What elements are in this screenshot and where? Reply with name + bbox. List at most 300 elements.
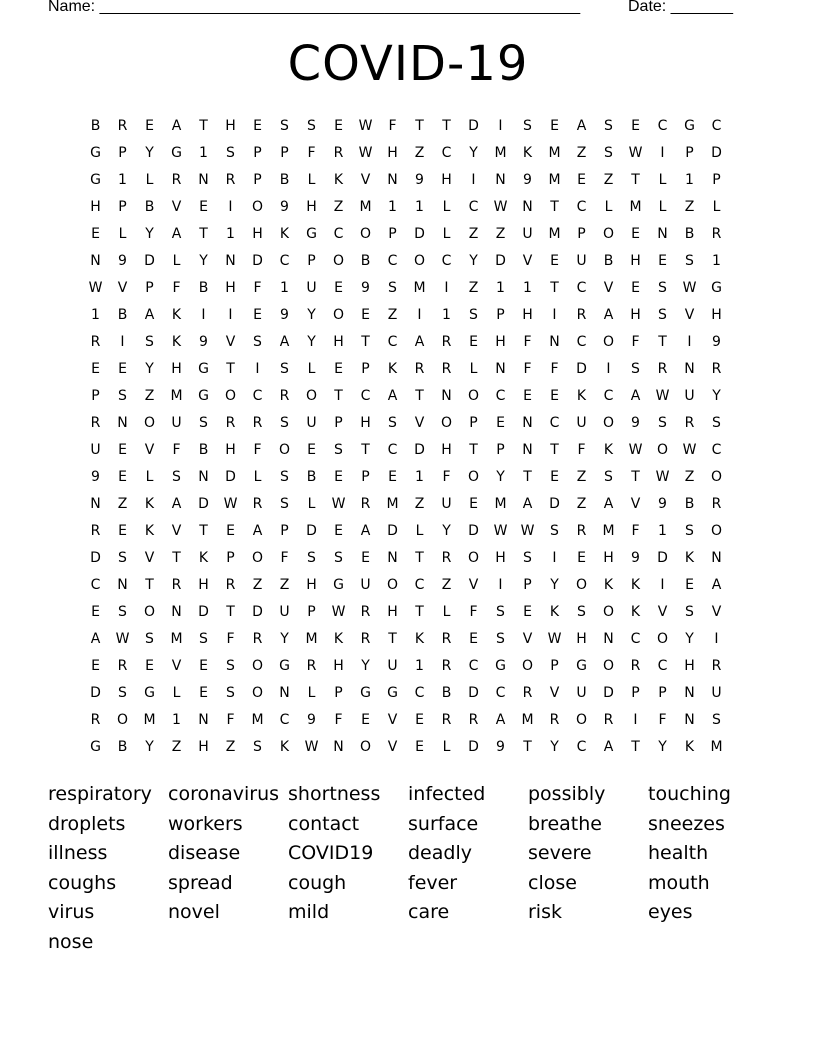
grid-cell[interactable]: W bbox=[628, 441, 643, 458]
grid-cell[interactable]: E bbox=[550, 117, 559, 134]
grid-cell[interactable]: U bbox=[684, 387, 695, 404]
grid-cell[interactable]: C bbox=[711, 117, 722, 134]
grid-cell[interactable]: U bbox=[171, 414, 182, 431]
grid-cell[interactable]: W bbox=[655, 468, 670, 485]
grid-cell[interactable]: 1 bbox=[118, 171, 127, 188]
grid-cell[interactable]: Y bbox=[199, 252, 208, 269]
grid-cell[interactable]: P bbox=[631, 684, 640, 701]
grid-cell[interactable]: M bbox=[548, 225, 561, 242]
grid-cell[interactable]: O bbox=[143, 414, 156, 431]
grid-cell[interactable]: E bbox=[469, 630, 478, 647]
grid-cell[interactable]: Y bbox=[280, 630, 289, 647]
grid-cell[interactable]: W bbox=[628, 144, 643, 161]
grid-cell[interactable]: A bbox=[387, 387, 398, 404]
grid-cell[interactable]: Y bbox=[145, 738, 154, 755]
grid-cell[interactable]: N bbox=[684, 360, 695, 377]
grid-cell[interactable]: R bbox=[117, 117, 128, 134]
grid-cell[interactable]: R bbox=[630, 657, 641, 674]
grid-cell[interactable]: P bbox=[658, 684, 667, 701]
grid-cell[interactable]: W bbox=[331, 603, 346, 620]
grid-cell[interactable]: C bbox=[657, 657, 668, 674]
grid-cell[interactable]: O bbox=[332, 306, 345, 323]
grid-cell[interactable]: S bbox=[145, 333, 154, 350]
grid-cell[interactable]: E bbox=[361, 711, 370, 728]
grid-cell[interactable]: C bbox=[360, 387, 371, 404]
grid-cell[interactable]: R bbox=[171, 576, 182, 593]
grid-cell[interactable]: T bbox=[361, 333, 370, 350]
grid-cell[interactable]: I bbox=[201, 306, 206, 323]
grid-cell[interactable]: K bbox=[630, 576, 641, 593]
grid-cell[interactable]: M bbox=[710, 738, 723, 755]
grid-cell[interactable]: L bbox=[307, 684, 316, 701]
grid-cell[interactable]: E bbox=[388, 468, 397, 485]
grid-cell[interactable]: N bbox=[387, 171, 398, 188]
grid-cell[interactable]: R bbox=[657, 360, 668, 377]
grid-cell[interactable]: T bbox=[226, 603, 235, 620]
grid-cell[interactable]: C bbox=[387, 252, 398, 269]
grid-cell[interactable]: V bbox=[522, 252, 533, 269]
grid-cell[interactable]: M bbox=[521, 711, 534, 728]
grid-cell[interactable]: O bbox=[467, 468, 480, 485]
grid-cell[interactable]: O bbox=[710, 468, 723, 485]
grid-cell[interactable]: V bbox=[171, 198, 182, 215]
date-field[interactable]: Date: _______ bbox=[628, 0, 733, 15]
grid-cell[interactable]: W bbox=[358, 117, 373, 134]
grid-cell[interactable]: M bbox=[629, 198, 642, 215]
grid-cell[interactable]: S bbox=[226, 144, 235, 161]
grid-cell[interactable]: H bbox=[387, 603, 398, 620]
grid-cell[interactable]: F bbox=[280, 549, 289, 566]
grid-cell[interactable]: U bbox=[441, 495, 452, 512]
grid-cell[interactable]: T bbox=[469, 441, 478, 458]
grid-cell[interactable]: I bbox=[417, 306, 422, 323]
grid-cell[interactable]: C bbox=[495, 684, 506, 701]
grid-cell[interactable]: G bbox=[279, 657, 290, 674]
grid-cell[interactable]: H bbox=[603, 549, 614, 566]
grid-cell[interactable]: P bbox=[307, 252, 316, 269]
grid-cell[interactable]: Z bbox=[576, 144, 587, 161]
grid-cell[interactable]: Z bbox=[279, 576, 290, 593]
grid-cell[interactable]: R bbox=[441, 711, 452, 728]
grid-cell[interactable]: E bbox=[253, 306, 262, 323]
grid-cell[interactable]: K bbox=[279, 738, 290, 755]
grid-cell[interactable]: O bbox=[359, 738, 372, 755]
grid-cell[interactable]: B bbox=[198, 279, 209, 296]
grid-cell[interactable]: D bbox=[198, 495, 209, 512]
grid-cell[interactable]: D bbox=[90, 684, 101, 701]
grid-cell[interactable]: B bbox=[360, 252, 371, 269]
grid-cell[interactable]: S bbox=[712, 414, 721, 431]
grid-cell[interactable]: B bbox=[117, 738, 128, 755]
grid-cell[interactable]: E bbox=[631, 117, 640, 134]
grid-cell[interactable]: K bbox=[684, 738, 695, 755]
grid-cell[interactable]: R bbox=[252, 414, 263, 431]
grid-cell[interactable]: C bbox=[468, 657, 479, 674]
grid-cell[interactable]: S bbox=[280, 495, 289, 512]
grid-cell[interactable]: S bbox=[253, 738, 262, 755]
grid-cell[interactable]: R bbox=[711, 225, 722, 242]
grid-cell[interactable]: L bbox=[658, 171, 667, 188]
grid-cell[interactable]: A bbox=[90, 630, 101, 647]
grid-cell[interactable]: L bbox=[442, 738, 451, 755]
grid-cell[interactable]: L bbox=[172, 684, 181, 701]
grid-cell[interactable]: F bbox=[226, 630, 235, 647]
grid-cell[interactable]: N bbox=[279, 684, 290, 701]
grid-cell[interactable]: B bbox=[144, 198, 155, 215]
grid-cell[interactable]: 1 bbox=[442, 306, 451, 323]
grid-cell[interactable]: E bbox=[550, 252, 559, 269]
grid-cell[interactable]: L bbox=[604, 198, 613, 215]
grid-cell[interactable]: O bbox=[656, 630, 669, 647]
grid-cell[interactable]: S bbox=[118, 684, 127, 701]
grid-cell[interactable]: C bbox=[576, 333, 587, 350]
grid-cell[interactable]: S bbox=[172, 468, 181, 485]
grid-cell[interactable]: W bbox=[493, 198, 508, 215]
grid-cell[interactable]: I bbox=[228, 306, 233, 323]
grid-cell[interactable]: V bbox=[468, 576, 479, 593]
grid-cell[interactable]: O bbox=[413, 252, 426, 269]
grid-cell[interactable]: D bbox=[549, 495, 560, 512]
grid-cell[interactable]: G bbox=[144, 684, 155, 701]
grid-cell[interactable]: H bbox=[198, 576, 209, 593]
grid-cell[interactable]: O bbox=[602, 414, 615, 431]
grid-cell[interactable]: 9 bbox=[307, 711, 316, 728]
grid-cell[interactable]: 1 bbox=[496, 279, 505, 296]
grid-cell[interactable]: P bbox=[280, 144, 289, 161]
grid-cell[interactable]: E bbox=[199, 684, 208, 701]
grid-cell[interactable]: R bbox=[360, 630, 371, 647]
grid-cell[interactable]: L bbox=[442, 603, 451, 620]
grid-cell[interactable]: L bbox=[469, 360, 478, 377]
grid-cell[interactable]: O bbox=[359, 225, 372, 242]
grid-cell[interactable]: W bbox=[682, 279, 697, 296]
grid-cell[interactable]: A bbox=[603, 495, 614, 512]
grid-cell[interactable]: G bbox=[171, 144, 182, 161]
grid-cell[interactable]: G bbox=[333, 576, 344, 593]
grid-cell[interactable]: B bbox=[117, 306, 128, 323]
grid-cell[interactable]: H bbox=[495, 333, 506, 350]
grid-cell[interactable]: Z bbox=[441, 576, 452, 593]
grid-cell[interactable]: E bbox=[361, 306, 370, 323]
grid-cell[interactable]: T bbox=[631, 171, 640, 188]
grid-cell[interactable]: D bbox=[198, 603, 209, 620]
grid-cell[interactable]: S bbox=[307, 117, 316, 134]
grid-cell[interactable]: U bbox=[387, 657, 398, 674]
grid-cell[interactable]: H bbox=[306, 576, 317, 593]
grid-cell[interactable]: S bbox=[523, 549, 532, 566]
grid-cell[interactable]: H bbox=[360, 414, 371, 431]
grid-cell[interactable]: H bbox=[333, 333, 344, 350]
grid-cell[interactable]: H bbox=[225, 117, 236, 134]
grid-cell[interactable]: D bbox=[252, 603, 263, 620]
grid-cell[interactable]: O bbox=[251, 657, 264, 674]
grid-cell[interactable]: M bbox=[143, 711, 156, 728]
grid-cell[interactable]: S bbox=[685, 522, 694, 539]
grid-cell[interactable]: T bbox=[415, 549, 424, 566]
grid-cell[interactable]: Z bbox=[171, 738, 182, 755]
grid-cell[interactable]: Y bbox=[550, 738, 559, 755]
grid-cell[interactable]: S bbox=[253, 333, 262, 350]
grid-cell[interactable]: E bbox=[523, 603, 532, 620]
grid-cell[interactable]: Y bbox=[496, 468, 505, 485]
grid-cell[interactable]: U bbox=[576, 414, 587, 431]
grid-cell[interactable]: C bbox=[657, 117, 668, 134]
grid-cell[interactable]: 1 bbox=[712, 252, 721, 269]
grid-cell[interactable]: N bbox=[522, 414, 533, 431]
grid-cell[interactable]: G bbox=[306, 225, 317, 242]
grid-cell[interactable]: P bbox=[145, 279, 154, 296]
grid-cell[interactable]: Z bbox=[576, 468, 587, 485]
grid-cell[interactable]: N bbox=[495, 171, 506, 188]
grid-cell[interactable]: O bbox=[251, 198, 264, 215]
grid-cell[interactable]: E bbox=[91, 603, 100, 620]
grid-cell[interactable]: 1 bbox=[415, 198, 424, 215]
grid-cell[interactable]: A bbox=[603, 738, 614, 755]
grid-cell[interactable]: G bbox=[198, 360, 209, 377]
grid-cell[interactable]: R bbox=[711, 657, 722, 674]
grid-cell[interactable]: E bbox=[658, 252, 667, 269]
grid-cell[interactable]: D bbox=[90, 549, 101, 566]
grid-cell[interactable]: C bbox=[387, 333, 398, 350]
grid-cell[interactable]: N bbox=[657, 225, 668, 242]
grid-cell[interactable]: R bbox=[441, 360, 452, 377]
grid-cell[interactable]: V bbox=[414, 414, 425, 431]
grid-cell[interactable]: 9 bbox=[280, 306, 289, 323]
grid-cell[interactable]: C bbox=[576, 279, 587, 296]
grid-cell[interactable]: Z bbox=[387, 306, 398, 323]
grid-cell[interactable]: T bbox=[550, 279, 559, 296]
grid-cell[interactable]: S bbox=[199, 630, 208, 647]
grid-cell[interactable]: I bbox=[714, 630, 719, 647]
grid-cell[interactable]: S bbox=[118, 387, 127, 404]
grid-cell[interactable]: C bbox=[603, 387, 614, 404]
grid-cell[interactable]: O bbox=[602, 333, 615, 350]
grid-cell[interactable]: K bbox=[549, 603, 560, 620]
grid-cell[interactable]: Z bbox=[576, 495, 587, 512]
grid-cell[interactable]: F bbox=[388, 117, 397, 134]
grid-cell[interactable]: K bbox=[522, 144, 533, 161]
grid-cell[interactable]: T bbox=[523, 738, 532, 755]
grid-cell[interactable]: F bbox=[658, 711, 667, 728]
grid-cell[interactable]: Z bbox=[333, 198, 344, 215]
grid-cell[interactable]: F bbox=[172, 279, 181, 296]
grid-cell[interactable]: D bbox=[603, 684, 614, 701]
grid-cell[interactable]: B bbox=[684, 495, 695, 512]
grid-cell[interactable]: K bbox=[333, 171, 344, 188]
grid-cell[interactable]: B bbox=[684, 225, 695, 242]
grid-cell[interactable]: T bbox=[334, 387, 343, 404]
grid-cell[interactable]: Z bbox=[414, 144, 425, 161]
grid-cell[interactable]: R bbox=[225, 576, 236, 593]
grid-cell[interactable]: U bbox=[576, 684, 587, 701]
grid-cell[interactable]: W bbox=[304, 738, 319, 755]
grid-cell[interactable]: V bbox=[387, 711, 398, 728]
grid-cell[interactable]: R bbox=[117, 657, 128, 674]
grid-cell[interactable]: E bbox=[334, 360, 343, 377]
grid-cell[interactable]: R bbox=[90, 522, 101, 539]
grid-cell[interactable]: H bbox=[198, 738, 209, 755]
grid-cell[interactable]: V bbox=[144, 549, 155, 566]
grid-cell[interactable]: R bbox=[414, 360, 425, 377]
grid-cell[interactable]: H bbox=[441, 441, 452, 458]
grid-cell[interactable]: N bbox=[117, 576, 128, 593]
grid-cell[interactable]: S bbox=[685, 603, 694, 620]
grid-cell[interactable]: W bbox=[655, 387, 670, 404]
grid-cell[interactable]: E bbox=[118, 468, 127, 485]
grid-cell[interactable]: B bbox=[198, 441, 209, 458]
grid-cell[interactable]: E bbox=[415, 738, 424, 755]
grid-cell[interactable]: L bbox=[442, 198, 451, 215]
grid-cell[interactable]: P bbox=[253, 171, 262, 188]
grid-cell[interactable]: K bbox=[576, 387, 587, 404]
grid-cell[interactable]: K bbox=[171, 306, 182, 323]
grid-cell[interactable]: G bbox=[90, 171, 101, 188]
grid-cell[interactable]: O bbox=[305, 387, 318, 404]
grid-cell[interactable]: V bbox=[360, 171, 371, 188]
grid-cell[interactable]: S bbox=[226, 684, 235, 701]
grid-cell[interactable]: I bbox=[228, 198, 233, 215]
grid-cell[interactable]: V bbox=[144, 441, 155, 458]
grid-cell[interactable]: E bbox=[118, 360, 127, 377]
grid-cell[interactable]: D bbox=[657, 549, 668, 566]
grid-cell[interactable]: F bbox=[577, 441, 586, 458]
grid-cell[interactable]: D bbox=[711, 144, 722, 161]
grid-cell[interactable]: C bbox=[279, 711, 290, 728]
grid-cell[interactable]: 9 bbox=[280, 198, 289, 215]
grid-cell[interactable]: P bbox=[388, 225, 397, 242]
grid-cell[interactable]: N bbox=[387, 549, 398, 566]
grid-cell[interactable]: A bbox=[414, 333, 425, 350]
grid-cell[interactable]: U bbox=[360, 576, 371, 593]
grid-cell[interactable]: S bbox=[307, 549, 316, 566]
grid-cell[interactable]: H bbox=[630, 252, 641, 269]
grid-cell[interactable]: T bbox=[631, 738, 640, 755]
grid-cell[interactable]: A bbox=[576, 117, 587, 134]
grid-cell[interactable]: L bbox=[307, 171, 316, 188]
grid-cell[interactable]: O bbox=[143, 603, 156, 620]
grid-cell[interactable]: E bbox=[91, 657, 100, 674]
grid-cell[interactable]: P bbox=[280, 522, 289, 539]
grid-cell[interactable]: N bbox=[171, 603, 182, 620]
grid-cell[interactable]: Z bbox=[252, 576, 263, 593]
grid-cell[interactable]: S bbox=[145, 630, 154, 647]
grid-cell[interactable]: L bbox=[712, 198, 721, 215]
grid-cell[interactable]: R bbox=[225, 171, 236, 188]
grid-cell[interactable]: W bbox=[115, 630, 130, 647]
grid-cell[interactable]: 9 bbox=[118, 252, 127, 269]
grid-cell[interactable]: P bbox=[685, 144, 694, 161]
grid-cell[interactable]: U bbox=[576, 252, 587, 269]
grid-cell[interactable]: E bbox=[118, 522, 127, 539]
grid-cell[interactable]: M bbox=[251, 711, 264, 728]
grid-cell[interactable]: E bbox=[91, 360, 100, 377]
grid-cell[interactable]: T bbox=[199, 522, 208, 539]
grid-cell[interactable]: R bbox=[522, 684, 533, 701]
grid-cell[interactable]: R bbox=[90, 414, 101, 431]
grid-cell[interactable]: S bbox=[631, 360, 640, 377]
grid-cell[interactable]: S bbox=[685, 252, 694, 269]
grid-cell[interactable]: S bbox=[658, 306, 667, 323]
grid-cell[interactable]: 1 bbox=[388, 198, 397, 215]
grid-cell[interactable]: V bbox=[657, 603, 668, 620]
grid-cell[interactable]: L bbox=[415, 522, 424, 539]
grid-cell[interactable]: T bbox=[361, 441, 370, 458]
grid-cell[interactable]: K bbox=[279, 225, 290, 242]
grid-cell[interactable]: C bbox=[576, 738, 587, 755]
grid-cell[interactable]: 9 bbox=[631, 414, 640, 431]
grid-cell[interactable]: Z bbox=[414, 495, 425, 512]
grid-cell[interactable]: H bbox=[495, 549, 506, 566]
grid-cell[interactable]: O bbox=[521, 657, 534, 674]
grid-cell[interactable]: L bbox=[145, 468, 154, 485]
grid-cell[interactable]: V bbox=[603, 279, 614, 296]
grid-cell[interactable]: W bbox=[682, 441, 697, 458]
grid-cell[interactable]: Y bbox=[550, 576, 559, 593]
grid-cell[interactable]: C bbox=[414, 576, 425, 593]
name-field[interactable]: Name: ______________________________________________________ bbox=[48, 0, 581, 15]
grid-cell[interactable]: K bbox=[414, 630, 425, 647]
grid-cell[interactable]: I bbox=[444, 279, 449, 296]
grid-cell[interactable]: R bbox=[333, 144, 344, 161]
grid-cell[interactable]: F bbox=[523, 360, 532, 377]
grid-cell[interactable]: T bbox=[172, 549, 181, 566]
grid-cell[interactable]: H bbox=[225, 279, 236, 296]
grid-cell[interactable]: C bbox=[441, 144, 452, 161]
grid-cell[interactable]: C bbox=[495, 387, 506, 404]
grid-cell[interactable]: U bbox=[306, 414, 317, 431]
grid-cell[interactable]: Y bbox=[685, 630, 694, 647]
grid-cell[interactable]: 9 bbox=[91, 468, 100, 485]
grid-cell[interactable]: G bbox=[576, 657, 587, 674]
grid-cell[interactable]: E bbox=[523, 387, 532, 404]
grid-cell[interactable]: C bbox=[279, 252, 290, 269]
grid-cell[interactable]: V bbox=[171, 657, 182, 674]
grid-cell[interactable]: 9 bbox=[415, 171, 424, 188]
grid-cell[interactable]: T bbox=[226, 360, 235, 377]
grid-cell[interactable]: M bbox=[170, 630, 183, 647]
grid-cell[interactable]: W bbox=[493, 522, 508, 539]
grid-cell[interactable]: N bbox=[684, 684, 695, 701]
grid-cell[interactable]: D bbox=[225, 468, 236, 485]
grid-cell[interactable]: C bbox=[576, 198, 587, 215]
grid-cell[interactable]: P bbox=[253, 144, 262, 161]
grid-cell[interactable]: O bbox=[602, 225, 615, 242]
grid-cell[interactable]: N bbox=[198, 711, 209, 728]
grid-cell[interactable]: C bbox=[414, 684, 425, 701]
grid-cell[interactable]: N bbox=[495, 360, 506, 377]
grid-cell[interactable]: K bbox=[387, 360, 398, 377]
grid-cell[interactable]: A bbox=[603, 306, 614, 323]
grid-cell[interactable]: T bbox=[550, 198, 559, 215]
grid-cell[interactable]: M bbox=[170, 387, 183, 404]
grid-cell[interactable]: 1 bbox=[172, 711, 181, 728]
grid-cell[interactable]: T bbox=[631, 468, 640, 485]
grid-cell[interactable]: E bbox=[415, 711, 424, 728]
grid-cell[interactable]: N bbox=[522, 198, 533, 215]
grid-cell[interactable]: N bbox=[198, 468, 209, 485]
grid-cell[interactable]: H bbox=[576, 630, 587, 647]
grid-cell[interactable]: I bbox=[606, 360, 611, 377]
grid-cell[interactable]: P bbox=[577, 225, 586, 242]
grid-cell[interactable]: D bbox=[414, 225, 425, 242]
grid-cell[interactable]: E bbox=[145, 117, 154, 134]
grid-cell[interactable]: S bbox=[604, 117, 613, 134]
grid-cell[interactable]: R bbox=[90, 711, 101, 728]
grid-cell[interactable]: E bbox=[334, 522, 343, 539]
grid-cell[interactable]: E bbox=[334, 117, 343, 134]
grid-cell[interactable]: D bbox=[144, 252, 155, 269]
grid-cell[interactable]: R bbox=[711, 360, 722, 377]
